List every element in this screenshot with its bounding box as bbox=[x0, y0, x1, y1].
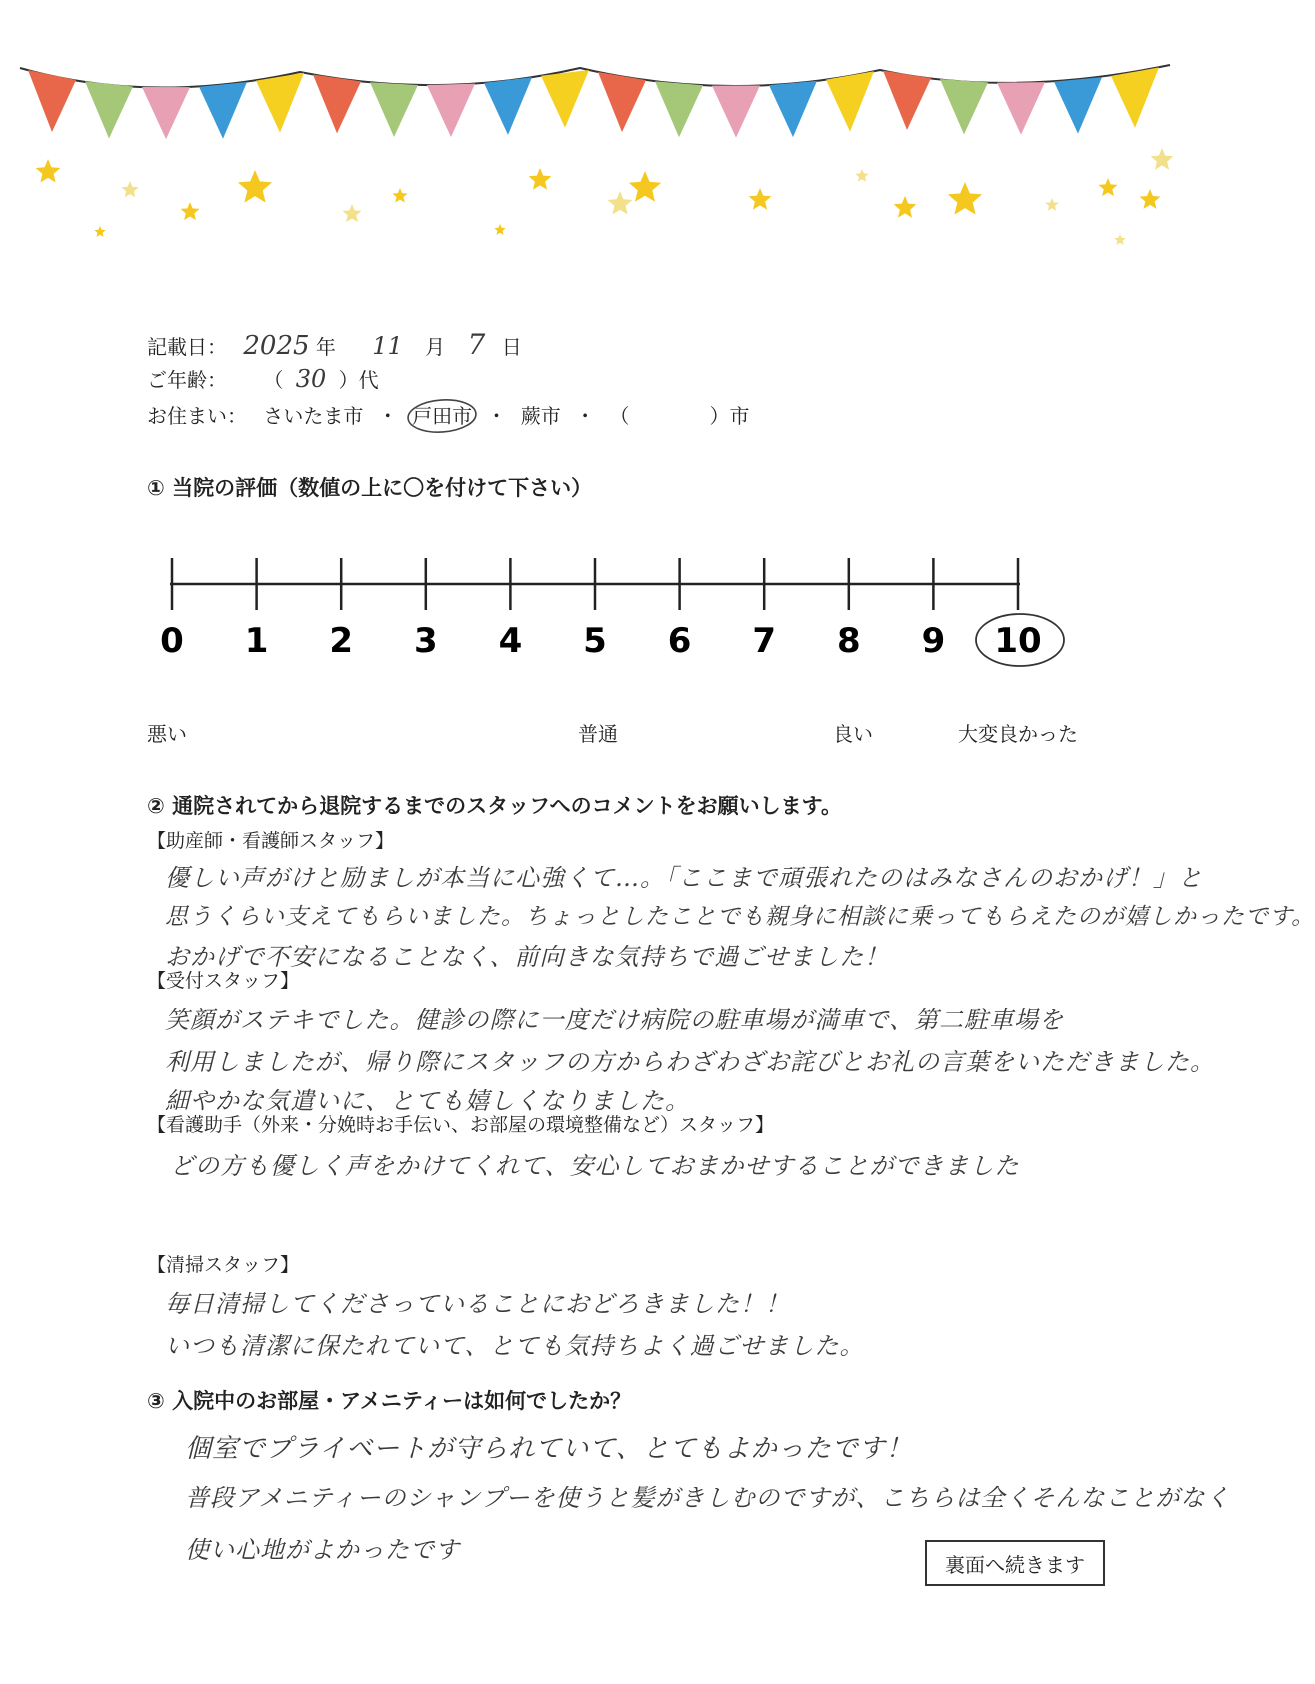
residence-label: お住まい： bbox=[147, 404, 247, 428]
star-icon bbox=[529, 168, 552, 190]
section2-title: ② 通院されてから退院するまでのスタッフへのコメントをお願いします。 bbox=[147, 794, 842, 818]
comment-line: 個室でプライベートが守られていて、とてもよかったです！ bbox=[185, 1434, 913, 1464]
comment-line: おかげで不安になることなく、前向きな気持ちで過ごせました！ bbox=[165, 943, 890, 971]
comment-line: 細やかな気遣いに、とても嬉しくなりました。 bbox=[165, 1087, 690, 1115]
comment-line: 笑顔がステキでした。健診の際に一度だけ病院の駐車場が満車で、第二駐車場を bbox=[165, 1006, 1065, 1034]
bunting-flag bbox=[655, 81, 703, 137]
date-year-unit: 年 bbox=[315, 335, 336, 359]
bunting-flag bbox=[1111, 67, 1159, 127]
group-heading-cleaning: 【清掃スタッフ】 bbox=[147, 1254, 300, 1276]
age-label: ご年齢： bbox=[147, 368, 227, 392]
scale-word-good: 良い bbox=[833, 722, 873, 746]
bunting-flag bbox=[769, 81, 817, 137]
scale-word-bad: 悪い bbox=[147, 722, 187, 746]
group-heading-nurse-aide: 【看護助手（外来・分娩時お手伝い、お部屋の環境整備など）スタッフ】 bbox=[147, 1114, 775, 1136]
date-year-value: 2025 bbox=[243, 331, 310, 361]
bunting-flag bbox=[313, 74, 361, 133]
comment-line: 毎日清掃してくださっていることにおどろきました！！ bbox=[165, 1290, 790, 1318]
bunting-flag bbox=[826, 71, 874, 131]
bunting-flag bbox=[541, 70, 589, 128]
bunting-flag bbox=[28, 70, 76, 132]
star-icon bbox=[121, 181, 138, 197]
scale-tick-label: 10 bbox=[994, 621, 1042, 661]
scale-tick-labels bbox=[160, 621, 1042, 661]
age-close: ）代 bbox=[338, 368, 379, 392]
star-icon bbox=[36, 159, 61, 183]
star-icon bbox=[894, 196, 917, 218]
star-icon bbox=[1151, 148, 1174, 170]
star-icon bbox=[608, 191, 633, 215]
star-icon bbox=[1045, 198, 1058, 211]
bunting-flag bbox=[142, 87, 190, 139]
residence-option-saitama: さいたま市 bbox=[263, 404, 364, 428]
comment-line: 優しい声がけと励ましが本当に心強くて…。「ここまで頑張れたのはみなさんのおかげ！」と bbox=[165, 864, 1203, 892]
date-row bbox=[147, 328, 522, 361]
continue-label: 裏面へ続きます bbox=[945, 1552, 1085, 1577]
residence-separator: ・ bbox=[377, 404, 398, 428]
bunting-flags bbox=[28, 67, 1159, 139]
residence-separator: ・ bbox=[486, 404, 507, 428]
bunting-flag bbox=[712, 86, 760, 138]
continue-on-back-box bbox=[925, 1540, 1105, 1586]
star-icon bbox=[855, 169, 868, 182]
scale-tick-label: 7 bbox=[752, 621, 777, 661]
star-icon bbox=[343, 204, 362, 222]
date-day-unit: 日 bbox=[501, 335, 522, 359]
age-open-paren: （ bbox=[263, 368, 284, 392]
bunting-flag bbox=[256, 73, 304, 133]
star-icon bbox=[1140, 189, 1161, 209]
residence-separator: ・ bbox=[575, 404, 596, 428]
scale-tick-label: 5 bbox=[583, 621, 607, 661]
selected-circle-mark bbox=[404, 396, 480, 436]
star-icon bbox=[1099, 178, 1118, 196]
scale-tick-label: 4 bbox=[498, 621, 523, 661]
bunting-flag bbox=[997, 82, 1045, 135]
group-heading-midwife: 【助産師・看護師スタッフ】 bbox=[147, 830, 395, 852]
comment-line: 思うくらい支えてもらいました。ちょっとしたことでも親身に相談に乗ってもらえたのが嬉しかったです。 bbox=[165, 904, 1315, 930]
star-icon bbox=[494, 224, 505, 235]
bunting-flag bbox=[883, 71, 931, 130]
date-month-unit: 月 bbox=[425, 335, 446, 359]
comment-line: どの方も優しく声をかけてくれて、安心しておまかせすることができました bbox=[170, 1152, 1020, 1180]
residence-row bbox=[147, 400, 750, 429]
section1-title: ① 当院の評価（数値の上に〇を付けて下さい） bbox=[147, 476, 593, 500]
scale-tick-label: 3 bbox=[413, 621, 438, 661]
comment-line: 普段アメニティーのシャンプーを使うと髪がきしむのですが、こちらは全くそんなことがなく bbox=[185, 1484, 1231, 1512]
star-icon bbox=[181, 202, 200, 220]
star-icon bbox=[238, 170, 272, 203]
decorative-stars bbox=[36, 148, 1174, 245]
bunting-flag bbox=[484, 77, 532, 135]
bunting-flag bbox=[370, 82, 418, 137]
scale-tick-label: 0 bbox=[160, 621, 184, 661]
residence-option-other: （ ）市 bbox=[609, 404, 750, 428]
bunting-string bbox=[20, 65, 1170, 88]
scale-tick-label: 8 bbox=[836, 621, 861, 661]
date-month-value: 11 bbox=[372, 332, 403, 360]
bunting-flag bbox=[85, 81, 133, 138]
bunting-flag bbox=[427, 84, 475, 137]
star-icon bbox=[94, 226, 105, 237]
scale-word-very-good: 大変良かった bbox=[958, 722, 1078, 746]
section3-title: ③ 入院中のお部屋・アメニティーは如何でしたか？ bbox=[147, 1389, 632, 1413]
residence-option-toda-label: 戸田市 bbox=[412, 404, 473, 428]
star-icon bbox=[948, 182, 982, 215]
bunting-banner bbox=[0, 0, 1191, 260]
age-row bbox=[147, 364, 379, 393]
date-day-value: 7 bbox=[467, 328, 486, 361]
scale-tick-label: 6 bbox=[667, 621, 692, 661]
bunting-flag bbox=[598, 72, 646, 132]
age-value: 30 bbox=[295, 365, 327, 393]
star-icon bbox=[1114, 234, 1125, 245]
bunting-flag bbox=[940, 79, 988, 134]
residence-option-warabi: 蕨市 bbox=[520, 404, 561, 428]
comment-line: いつも清潔に保たれていて、とても気持ちよく過ごせました。 bbox=[165, 1332, 865, 1360]
residence-option-toda bbox=[412, 404, 478, 428]
bunting-flag bbox=[1054, 77, 1102, 134]
bunting-flag bbox=[199, 82, 247, 139]
star-icon bbox=[392, 188, 407, 203]
date-label: 記載日： bbox=[147, 335, 227, 359]
scale-tick-label: 1 bbox=[244, 621, 269, 661]
group-heading-reception: 【受付スタッフ】 bbox=[147, 970, 300, 992]
star-icon bbox=[629, 171, 661, 202]
comment-line: 利用しましたが、帰り際にスタッフの方からわざわざお詫びとお礼の言葉をいただきました。 bbox=[165, 1048, 1215, 1076]
rating-scale bbox=[150, 530, 1070, 690]
scale-tick-label: 2 bbox=[329, 621, 354, 661]
star-icon bbox=[749, 188, 772, 210]
comment-line: 使い心地がよかったです bbox=[185, 1536, 460, 1564]
scale-word-normal: 普通 bbox=[578, 722, 618, 746]
scale-tick-label: 9 bbox=[921, 621, 946, 661]
